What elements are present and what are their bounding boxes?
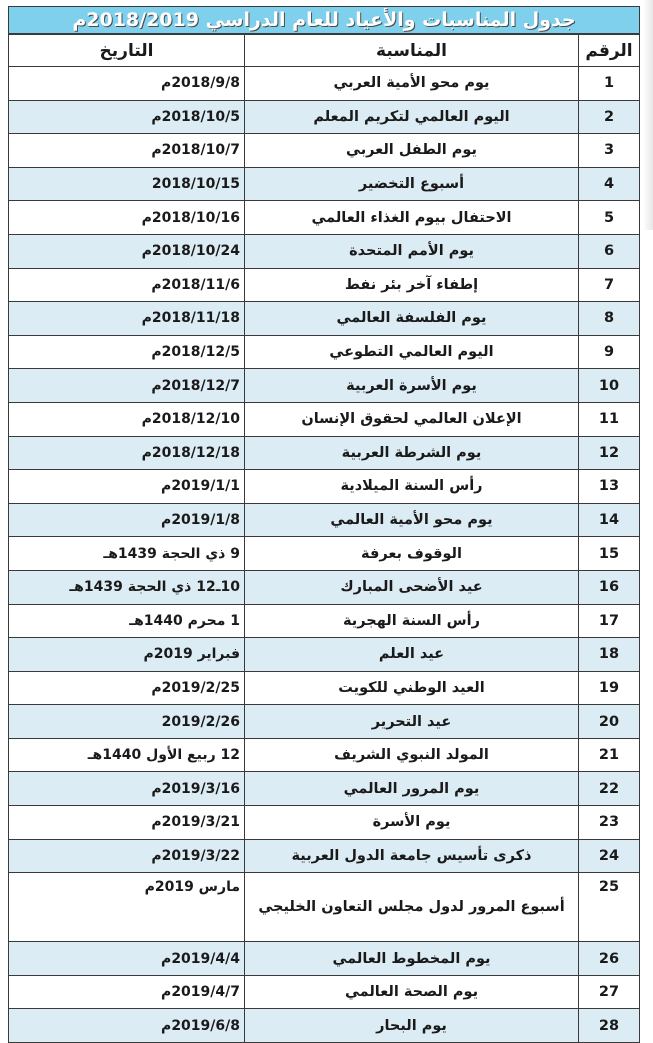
row-date: 2018/12/18م	[9, 436, 245, 470]
row-date: 2018/11/6م	[9, 268, 245, 302]
row-date: 2018/12/7م	[9, 369, 245, 403]
row-number: 23	[579, 806, 640, 840]
table-row	[9, 604, 640, 638]
table-row	[9, 806, 640, 840]
row-number: 16	[579, 570, 640, 604]
row-date: 2018/10/24م	[9, 234, 245, 268]
row-date: 2019/4/7م	[9, 975, 245, 1009]
table-row	[9, 268, 640, 302]
table-row	[9, 772, 640, 806]
row-number: 17	[579, 604, 640, 638]
row-date: 2019/2/26	[9, 705, 245, 739]
row-date: مارس 2019م	[9, 873, 245, 942]
row-number: 24	[579, 839, 640, 873]
table-row	[9, 470, 640, 504]
table-row	[9, 201, 640, 235]
table-row	[9, 638, 640, 672]
table-row	[9, 67, 640, 101]
row-occasion: يوم محو الأمية العربي	[245, 67, 579, 101]
table-row	[9, 975, 640, 1009]
row-date: 2018/9/8م	[9, 67, 245, 101]
row-occasion: عيد التحرير	[245, 705, 579, 739]
row-occasion: يوم الشرطة العربية	[245, 436, 579, 470]
row-occasion: رأس السنة الهجرية	[245, 604, 579, 638]
row-occasion: ذكرى تأسيس جامعة الدول العربية	[245, 839, 579, 873]
row-occasion: يوم الفلسفة العالمي	[245, 302, 579, 336]
row-occasion: الوقوف بعرفة	[245, 537, 579, 571]
row-number: 10	[579, 369, 640, 403]
row-date: فبراير 2019م	[9, 638, 245, 672]
row-date: 2019/3/22م	[9, 839, 245, 873]
table-row	[9, 738, 640, 772]
row-occasion: يوم الأمم المتحدة	[245, 234, 579, 268]
row-date: 2019/1/1م	[9, 470, 245, 504]
table-row	[9, 369, 640, 403]
row-occasion: يوم المرور العالمي	[245, 772, 579, 806]
occasions-table	[8, 34, 640, 1043]
row-number: 20	[579, 705, 640, 739]
row-date: 2019/2/25م	[9, 671, 245, 705]
table-row	[9, 302, 640, 336]
table-row	[9, 100, 640, 134]
row-occasion: إطفاء آخر بئر نفط	[245, 268, 579, 302]
table-row	[9, 705, 640, 739]
row-occasion: الإعلان العالمي لحقوق الإنسان	[245, 402, 579, 436]
row-date: 2019/3/21م	[9, 806, 245, 840]
row-occasion: أسبوع التخضير	[245, 167, 579, 201]
table-row	[9, 1009, 640, 1043]
row-occasion: أسبوع المرور لدول مجلس التعاون الخليجي	[245, 873, 579, 942]
occasions-sheet	[8, 6, 640, 1043]
row-date: 2018/12/5م	[9, 335, 245, 369]
row-date: 2018/10/7م	[9, 134, 245, 168]
row-number: 13	[579, 470, 640, 504]
row-date: 2018/10/16م	[9, 201, 245, 235]
row-occasion: المولد النبوي الشريف	[245, 738, 579, 772]
row-date: 12 ربيع الأول 1440هـ	[9, 738, 245, 772]
row-number: 18	[579, 638, 640, 672]
table-title: جدول المناسبات والأعياد للعام الدراسي 2018/2019م	[8, 6, 640, 34]
row-date: 2019/3/16م	[9, 772, 245, 806]
row-number: 21	[579, 738, 640, 772]
row-number: 2	[579, 100, 640, 134]
header-occasion: المناسبة	[245, 35, 579, 67]
table-row	[9, 234, 640, 268]
table-body	[9, 67, 640, 1043]
row-date: 2019/4/4م	[9, 942, 245, 976]
row-number: 28	[579, 1009, 640, 1043]
row-number: 9	[579, 335, 640, 369]
row-occasion: يوم المخطوط العالمي	[245, 942, 579, 976]
row-number: 19	[579, 671, 640, 705]
table-row	[9, 537, 640, 571]
row-occasion: يوم الأسرة	[245, 806, 579, 840]
table-row	[9, 167, 640, 201]
table-row	[9, 402, 640, 436]
row-occasion: العيد الوطني للكويت	[245, 671, 579, 705]
table-row	[9, 942, 640, 976]
row-occasion: يوم الأسرة العربية	[245, 369, 579, 403]
row-number: 7	[579, 268, 640, 302]
row-number: 5	[579, 201, 640, 235]
row-occasion: عيد الأضحى المبارك	[245, 570, 579, 604]
row-number: 25	[579, 873, 640, 942]
table-row	[9, 503, 640, 537]
row-date: 2018/10/15	[9, 167, 245, 201]
row-number: 12	[579, 436, 640, 470]
row-number: 3	[579, 134, 640, 168]
row-occasion: الاحتفال بيوم الغذاء العالمي	[245, 201, 579, 235]
table-row	[9, 335, 640, 369]
table-row	[9, 873, 640, 942]
table-row	[9, 839, 640, 873]
header-date: التاريخ	[9, 35, 245, 67]
row-number: 14	[579, 503, 640, 537]
row-date: 2018/12/10م	[9, 402, 245, 436]
row-number: 1	[579, 67, 640, 101]
table-row	[9, 436, 640, 470]
row-number: 26	[579, 942, 640, 976]
table-row	[9, 671, 640, 705]
row-occasion: يوم البحار	[245, 1009, 579, 1043]
row-date: 1 محرم 1440هـ	[9, 604, 245, 638]
row-occasion: اليوم العالمي التطوعي	[245, 335, 579, 369]
row-date: 10ـ12 ذي الحجة 1439هـ	[9, 570, 245, 604]
row-number: 22	[579, 772, 640, 806]
header-row	[9, 35, 640, 67]
row-number: 6	[579, 234, 640, 268]
row-number: 11	[579, 402, 640, 436]
row-occasion: اليوم العالمي لتكريم المعلم	[245, 100, 579, 134]
row-number: 15	[579, 537, 640, 571]
row-occasion: يوم الطفل العربي	[245, 134, 579, 168]
row-occasion: يوم محو الأمية العالمي	[245, 503, 579, 537]
row-occasion: رأس السنة الميلادية	[245, 470, 579, 504]
row-number: 4	[579, 167, 640, 201]
page-edge-shadow	[643, 0, 653, 230]
row-number: 27	[579, 975, 640, 1009]
row-occasion: عيد العلم	[245, 638, 579, 672]
row-number: 8	[579, 302, 640, 336]
row-date: 2019/1/8م	[9, 503, 245, 537]
row-date: 9 ذي الحجة 1439هـ	[9, 537, 245, 571]
row-date: 2018/11/18م	[9, 302, 245, 336]
table-row	[9, 134, 640, 168]
table-row	[9, 570, 640, 604]
row-occasion: يوم الصحة العالمي	[245, 975, 579, 1009]
row-date: 2019/6/8م	[9, 1009, 245, 1043]
row-date: 2018/10/5م	[9, 100, 245, 134]
header-number: الرقم	[579, 35, 640, 67]
